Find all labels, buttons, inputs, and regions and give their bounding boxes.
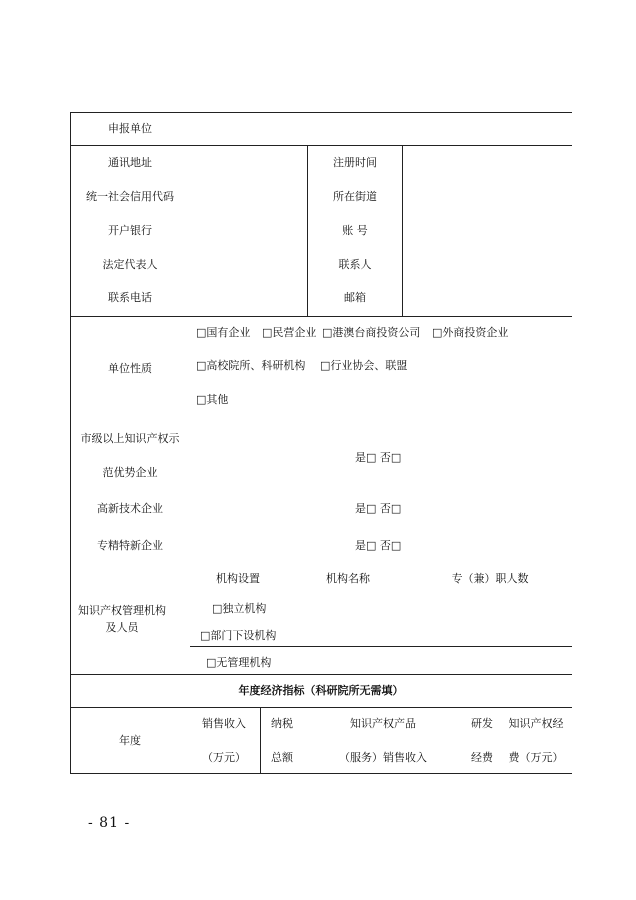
econ-section-title: 年度经济指标（科研院所无需填）	[238, 684, 404, 697]
nature-option-university[interactable]: □高校院所、科研机构	[196, 359, 306, 372]
table-left-border	[70, 112, 71, 774]
ip-product-header-line2: （服务）销售收入	[339, 751, 427, 764]
nature-option-private[interactable]: □民营企业	[262, 326, 317, 339]
sales-header-line2: （万元）	[202, 751, 246, 764]
ip-demo-label-line2: 范优势企业	[102, 466, 158, 479]
hightech-yes-no[interactable]: 是□ 否□	[355, 502, 402, 515]
year-label: 年度	[119, 734, 141, 747]
ip-fund-header-line1: 知识产权经	[508, 717, 564, 730]
org-option-none[interactable]: □无管理机构	[206, 656, 272, 669]
row-divider	[70, 145, 572, 146]
email-label: 邮箱	[344, 291, 366, 304]
sales-header-line1: 销售收入	[202, 717, 246, 730]
nature-option-association[interactable]: □行业协会、联盟	[320, 359, 408, 372]
table-top-border	[70, 112, 572, 113]
hightech-label: 高新技术企业	[97, 502, 163, 515]
ip-product-header-line1: 知识产权产品	[350, 717, 416, 730]
address-label: 通讯地址	[108, 156, 152, 169]
ip-org-label-line1: 知识产权管理机构	[78, 604, 166, 617]
nature-option-other[interactable]: □其他	[196, 393, 229, 406]
row-divider	[70, 707, 572, 708]
account-label: 账 号	[342, 224, 368, 237]
org-option-independent[interactable]: □独立机构	[212, 602, 267, 615]
ip-demo-label-line1: 市级以上知识产权示	[80, 432, 180, 445]
tax-header-line1: 纳税	[271, 717, 293, 730]
org-option-department[interactable]: □部门下设机构	[200, 629, 277, 642]
bank-label: 开户银行	[108, 224, 152, 237]
nature-option-state[interactable]: □国有企业	[196, 326, 251, 339]
ip-demo-yes-no[interactable]: 是□ 否□	[355, 451, 402, 464]
reg-time-label: 注册时间	[333, 156, 377, 169]
table-bottom-border	[70, 773, 572, 774]
rd-header-line2: 经费	[471, 751, 493, 764]
street-label: 所在街道	[333, 190, 377, 203]
row-divider	[70, 316, 572, 317]
nature-label: 单位性质	[108, 362, 152, 375]
contact-label: 联系人	[338, 258, 372, 271]
ip-fund-header-line2: 费（万元）	[508, 751, 564, 764]
ip-org-label-line2: 及人员	[105, 621, 139, 634]
applicant-label: 申报单位	[108, 122, 152, 135]
row-divider	[190, 646, 572, 647]
nature-option-foreign[interactable]: □外商投资企业	[432, 326, 509, 339]
rd-header-line1: 研发	[471, 717, 493, 730]
col-divider	[402, 145, 403, 316]
page-number: - 81 -	[88, 815, 131, 831]
legal-rep-label: 法定代表人	[102, 258, 158, 271]
org-name-header: 机构名称	[326, 572, 370, 585]
row-divider	[70, 674, 572, 675]
staff-header: 专（兼）职人数	[451, 572, 529, 585]
org-setup-header: 机构设置	[216, 572, 260, 585]
credit-code-label: 统一社会信用代码	[86, 190, 174, 203]
specialized-yes-no[interactable]: 是□ 否□	[355, 539, 402, 552]
col-divider	[307, 145, 308, 316]
nature-option-hk-macau-tw[interactable]: □港澳台商投资公司	[322, 326, 421, 339]
phone-label: 联系电话	[108, 291, 152, 304]
specialized-label: 专精特新企业	[97, 539, 163, 552]
tax-header-line2: 总额	[271, 751, 293, 764]
col-divider	[260, 707, 261, 773]
